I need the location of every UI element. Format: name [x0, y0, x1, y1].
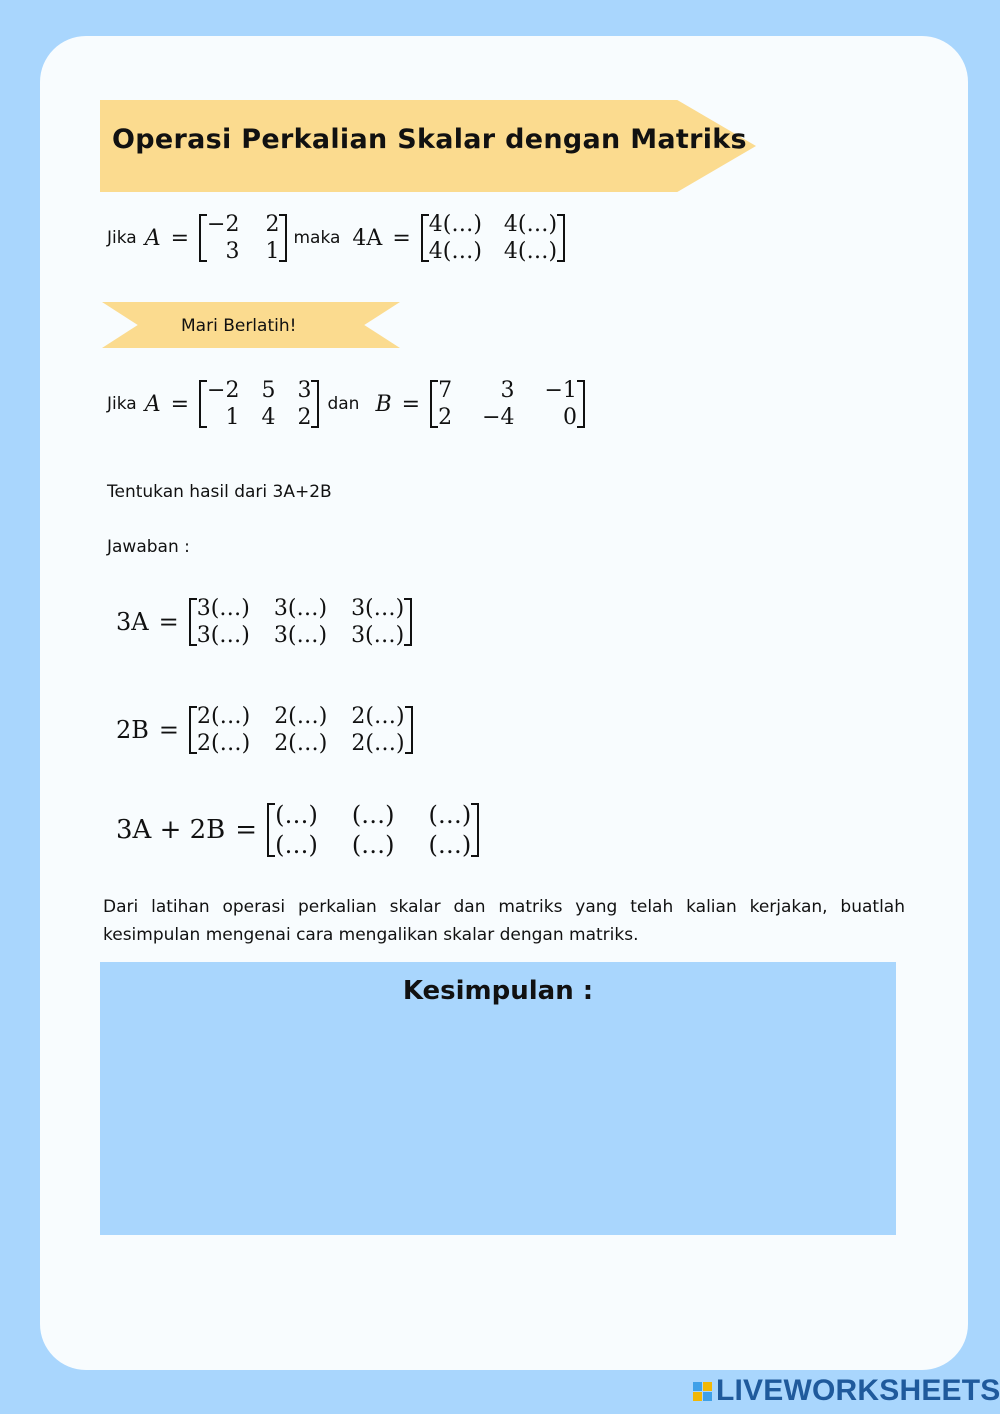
- matrix-cell: 2: [265, 212, 280, 237]
- matrix-cell: −1: [544, 378, 577, 403]
- matrix-cell: 3: [500, 378, 515, 403]
- practice-label: Mari Berlatih!: [181, 316, 297, 336]
- answer-sum-matrix[interactable]: [267, 801, 479, 859]
- problem-dan: dan: [327, 394, 360, 414]
- matrix-cell: 0: [562, 405, 577, 430]
- matrix-cell: 5: [261, 378, 276, 403]
- example-scaled-name: 4A: [352, 225, 383, 251]
- matrix-cell: 4(…): [428, 239, 482, 264]
- matrix-cell: 3: [297, 378, 312, 403]
- matrix-cell: 2(…): [197, 731, 251, 756]
- matrix-cell: 2: [438, 405, 453, 430]
- matrix-cell: 3: [225, 239, 240, 264]
- brand-name: LIVEWORKSHEETS: [716, 1374, 1000, 1407]
- answer-3a-matrix[interactable]: [189, 596, 413, 648]
- answer-2b-matrix[interactable]: [189, 704, 413, 756]
- brand-logo: [693, 1374, 1000, 1408]
- problem-equation: [107, 378, 585, 430]
- liveworksheets-logo-icon: [693, 1382, 712, 1401]
- problem-matrix-b: [430, 378, 585, 430]
- answer-2b: [116, 704, 413, 756]
- answer-label: Jawaban :: [107, 537, 190, 557]
- matrix-cell: 1: [265, 239, 280, 264]
- matrix-cell: 3(…): [351, 596, 405, 621]
- matrix-cell: (…): [428, 831, 472, 859]
- matrix-cell: 2(…): [351, 704, 405, 729]
- example-scaled-matrix: [421, 212, 565, 264]
- matrix-cell: 1: [225, 405, 240, 430]
- problem-b-name: B: [375, 391, 392, 417]
- answer-sum-eq: =: [235, 815, 258, 845]
- problem-matrix-a: [199, 378, 319, 430]
- matrix-cell: 3(…): [273, 596, 328, 621]
- matrix-cell: 3(…): [196, 596, 250, 621]
- matrix-cell: 2(…): [351, 731, 405, 756]
- example-jika: Jika: [107, 228, 137, 248]
- answer-sum-name: 3A + 2B: [116, 815, 226, 845]
- example-matrix-a: [199, 212, 287, 264]
- matrix-cell: 2(…): [274, 731, 328, 756]
- matrix-cell: −2: [207, 378, 240, 403]
- matrix-cell: 4: [261, 405, 276, 430]
- answer-sum: [116, 801, 479, 859]
- matrix-cell: (…): [275, 801, 318, 829]
- answer-2b-name: 2B: [116, 716, 149, 744]
- matrix-cell: 2(…): [197, 704, 251, 729]
- task-text: Tentukan hasil dari 3A+2B: [107, 482, 332, 502]
- matrix-cell: 2: [297, 405, 312, 430]
- conclusion-box[interactable]: [100, 962, 896, 1235]
- problem-eq: =: [170, 391, 190, 417]
- example-eq-2: =: [392, 225, 411, 251]
- matrix-cell: (…): [351, 831, 395, 859]
- answer-3a: [116, 596, 412, 648]
- matrix-cell: 4(…): [503, 239, 558, 264]
- conclusion-title: Kesimpulan :: [402, 976, 594, 1006]
- worksheet-title: Operasi Perkalian Skalar dengan Matriks: [112, 124, 747, 155]
- example-matrix-name: A: [144, 225, 161, 251]
- matrix-cell: 3(…): [196, 623, 250, 648]
- answer-3a-name: 3A: [116, 608, 149, 636]
- example-maka: maka: [293, 228, 341, 248]
- matrix-cell: −2: [207, 212, 240, 237]
- problem-jika: Jika: [107, 394, 137, 414]
- matrix-cell: (…): [351, 801, 395, 829]
- answer-3a-eq: =: [158, 608, 179, 636]
- matrix-cell: (…): [275, 831, 318, 859]
- problem-a-name: A: [144, 391, 161, 417]
- matrix-cell: 3(…): [351, 623, 405, 648]
- matrix-cell: 4(…): [503, 212, 558, 237]
- matrix-cell: 7: [438, 378, 453, 403]
- instruction-paragraph: Dari latihan operasi perkalian skalar dan matriks yang telah kalian kerjakan, buatlah kesimpulan mengenai cara mengalikan skalar dengan matriks.: [103, 897, 905, 945]
- matrix-cell: 3(…): [273, 623, 328, 648]
- answer-2b-eq: =: [158, 716, 180, 744]
- example-equation: [107, 212, 565, 264]
- matrix-cell: 2(…): [274, 704, 328, 729]
- example-eq: =: [170, 225, 190, 251]
- problem-eq-2: =: [401, 391, 421, 417]
- matrix-cell: −4: [482, 405, 515, 430]
- matrix-cell: (…): [428, 801, 472, 829]
- matrix-cell: 4(…): [428, 212, 482, 237]
